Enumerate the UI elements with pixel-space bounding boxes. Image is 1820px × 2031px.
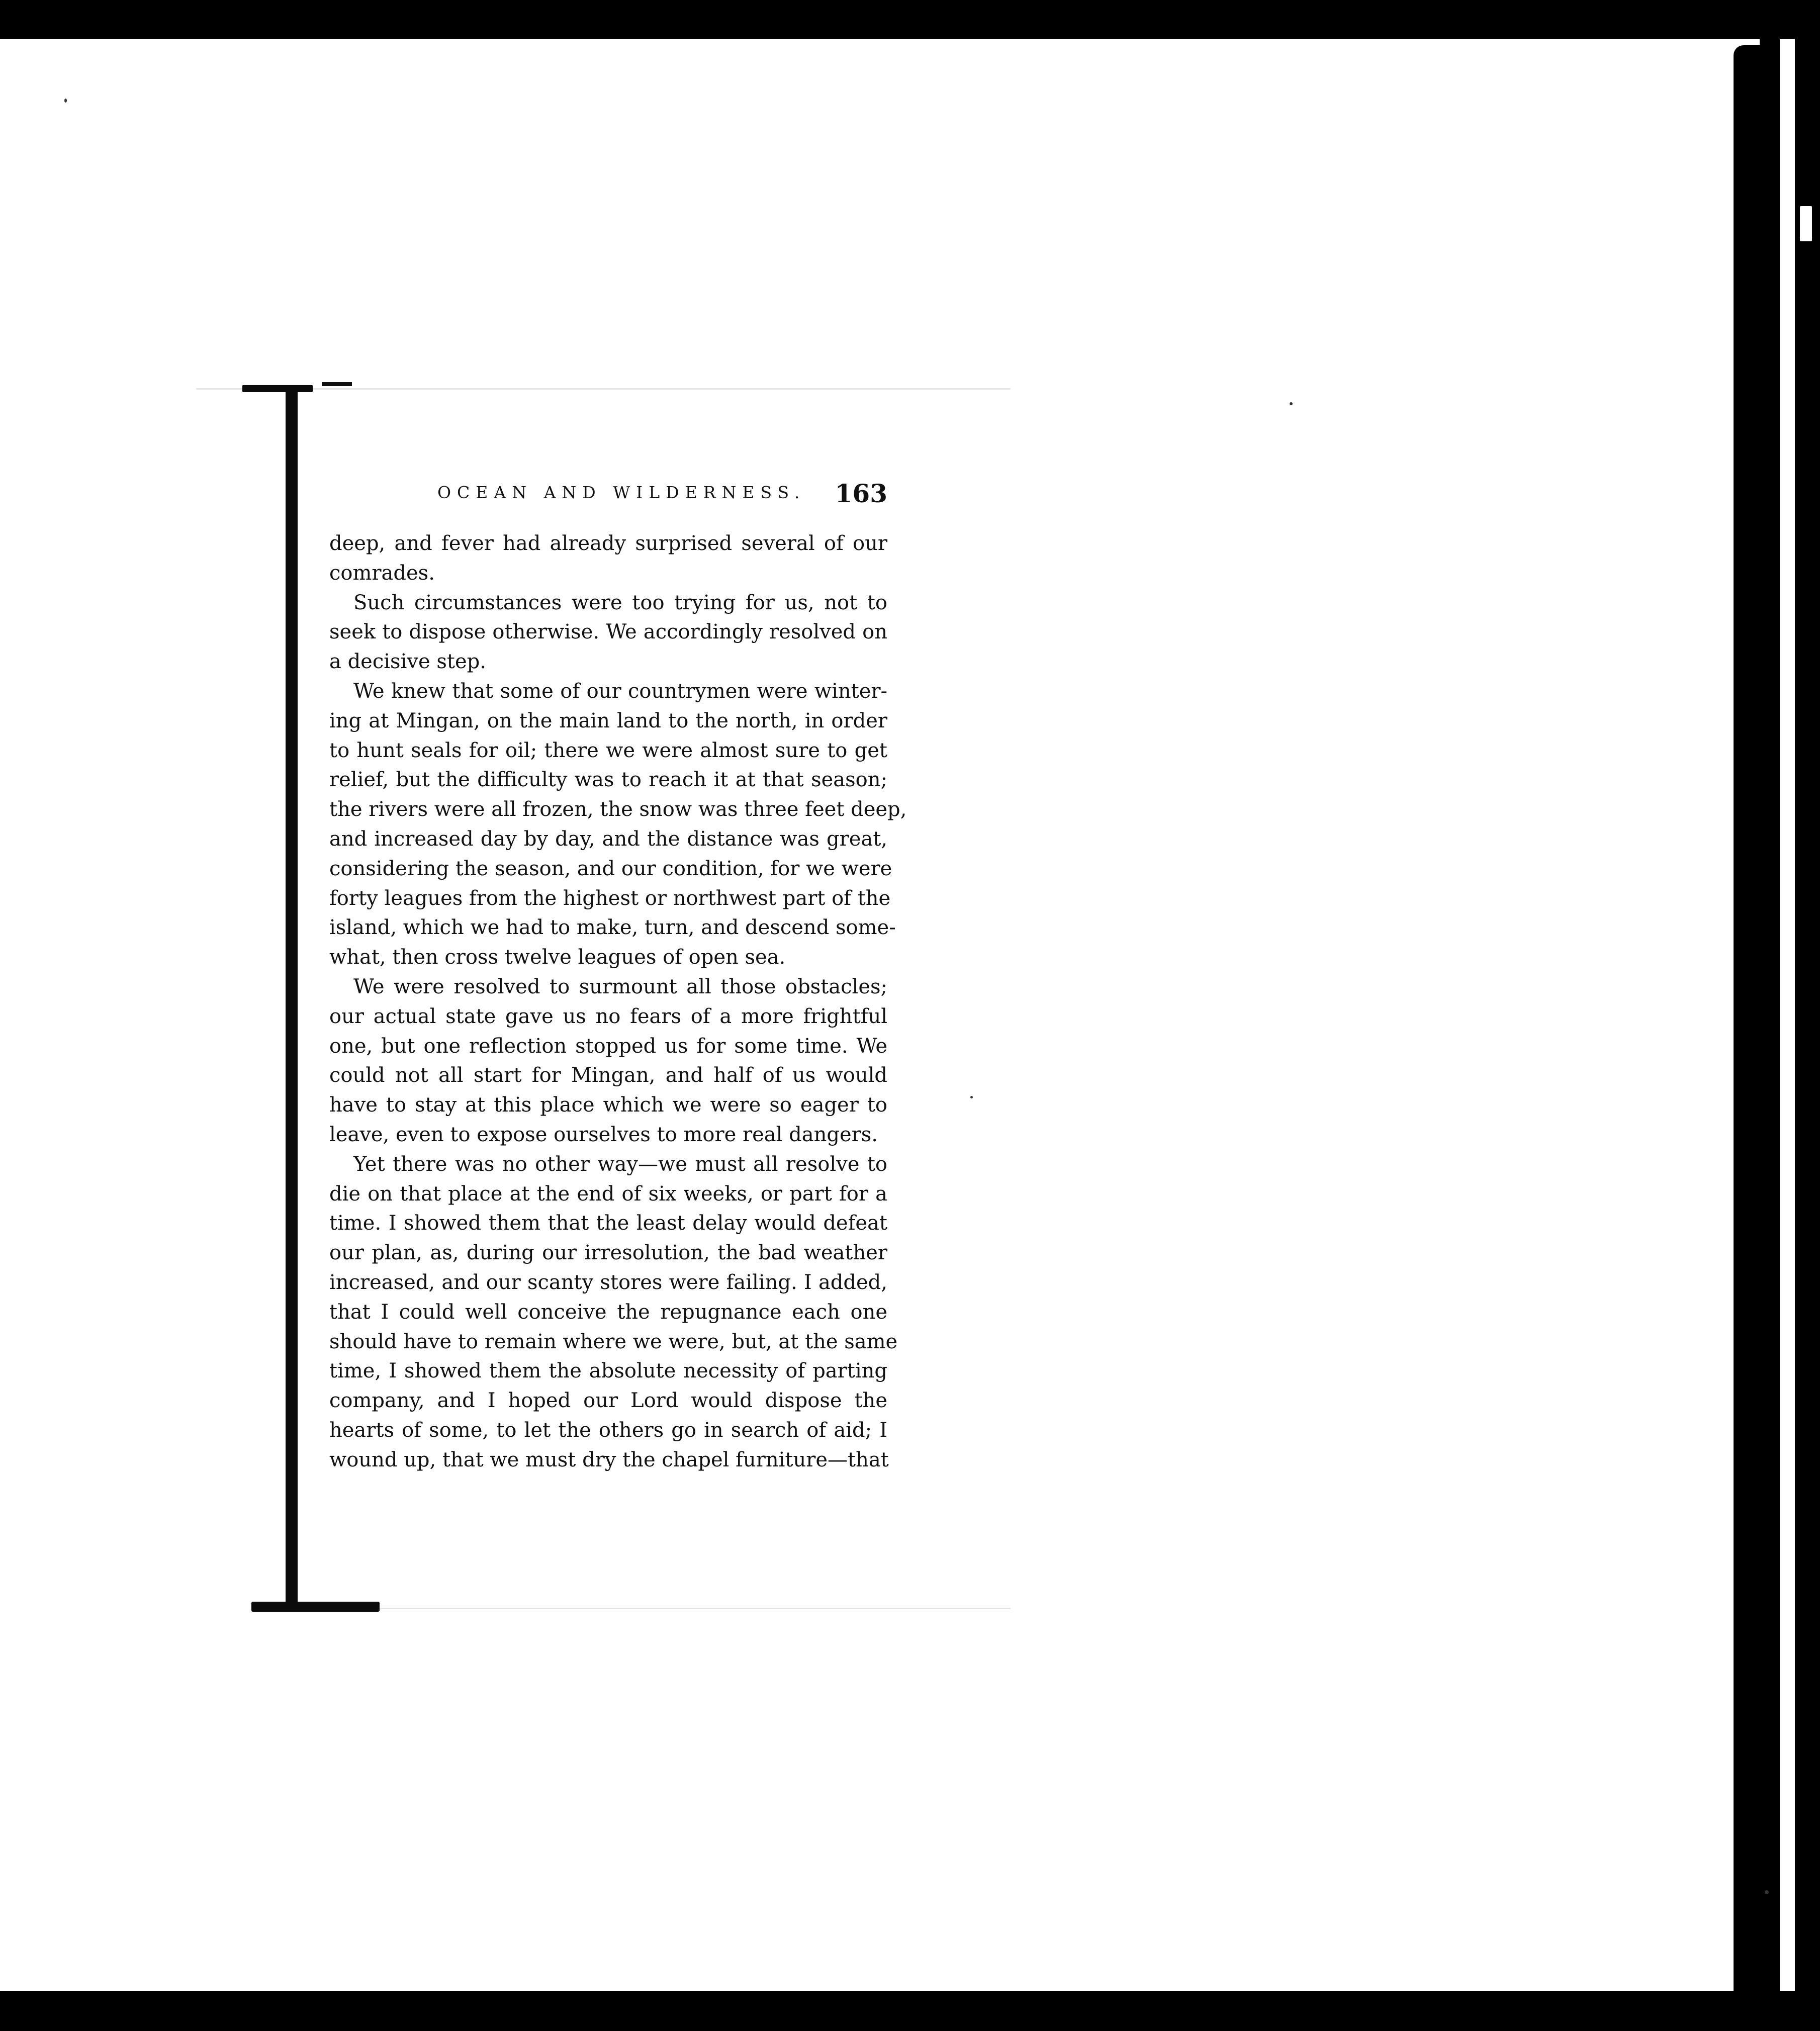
speck: [970, 1096, 973, 1098]
text-line: hearts of some, to let the others go in search of aid; I: [329, 1418, 887, 1442]
page-edge-top: [196, 388, 1011, 390]
text-line: die on that place at the end of six weeks, or part for a: [329, 1182, 887, 1206]
text-line: have to stay at this place which we were so eager to: [329, 1093, 887, 1117]
text-line: our plan, as, during our irresolution, the bad weather: [329, 1241, 887, 1265]
page-body-text: [329, 529, 907, 1475]
film-border-gap: [1780, 39, 1795, 1991]
text-line: time. I showed them that the least delay would defeat: [329, 1212, 887, 1235]
speck: [1800, 206, 1812, 241]
text-line: what, then cross twelve leagues of open sea.: [329, 946, 786, 969]
running-head: [329, 479, 887, 513]
text-line: island, which we had to make, turn, and descend some-: [329, 916, 896, 940]
film-border-bottom: [0, 1991, 1820, 2031]
text-line: seek to dispose otherwise. We accordingly resolved on: [329, 620, 887, 644]
text-line: that I could well conceive the repugnance each one: [329, 1300, 887, 1324]
text-line: our actual state gave us no fears of a more frightful: [329, 1004, 887, 1028]
text-line: leave, even to expose ourselves to more real dangers.: [329, 1123, 878, 1146]
text-line: Such circumstances were too trying for us, not to: [353, 591, 887, 614]
page-edge-bottom: [322, 1608, 1011, 1609]
text-line: deep, and fever had already surprised several of our: [329, 532, 887, 555]
text-line: considering the season, and our condition, for we were: [329, 857, 892, 880]
text-line: time, I showed them the absolute necessity of parting: [329, 1359, 887, 1383]
text-line: a decisive step.: [329, 650, 486, 674]
text-line: company, and I hoped our Lord would dispose the: [329, 1389, 887, 1413]
text-line: We were resolved to surmount all those obstacles;: [353, 975, 887, 998]
text-line: and increased day by day, and the distance was great,: [329, 827, 887, 851]
text-line: one, but one reflection stopped us for some time. We: [329, 1034, 887, 1058]
spine-base: [251, 1602, 380, 1612]
sheet-edge-shadow: [1734, 45, 1760, 1991]
text-line: the rivers were all frozen, the snow was three feet deep,: [329, 798, 907, 821]
speck: [64, 99, 67, 103]
spine-cap: [242, 385, 313, 392]
text-line: relief, but the difficulty was to reach it at that season;: [329, 768, 887, 792]
book-gutter-spine: [286, 390, 298, 1606]
text-line: comrades.: [329, 561, 435, 585]
film-border-top: [0, 0, 1820, 39]
running-title: OCEAN AND WILDERNESS.: [437, 483, 806, 502]
speck: [1765, 1890, 1769, 1894]
text-line: forty leagues from the highest or northwest part of the: [329, 886, 891, 910]
text-line: wound up, that we must dry the chapel furniture—that: [329, 1448, 889, 1471]
text-line: ing at Mingan, on the main land to the north, in order: [329, 709, 887, 732]
speck: [1290, 402, 1293, 405]
speck: [1750, 1302, 1757, 1322]
spine-tick: [322, 382, 352, 386]
text-line: could not all start for Mingan, and half of us would: [329, 1064, 887, 1087]
text-line: increased, and our scanty stores were failing. I added,: [329, 1270, 887, 1294]
text-line: should have to remain where we were, but, at the same: [329, 1330, 898, 1353]
text-line: to hunt seals for oil; there we were almost sure to get: [329, 738, 887, 762]
text-line: We knew that some of our countrymen were winter-: [353, 679, 887, 703]
page-number: 163: [835, 479, 887, 508]
text-line: Yet there was no other way—we must all resolve to: [353, 1152, 887, 1176]
film-border-right-inner: [1796, 39, 1820, 1991]
